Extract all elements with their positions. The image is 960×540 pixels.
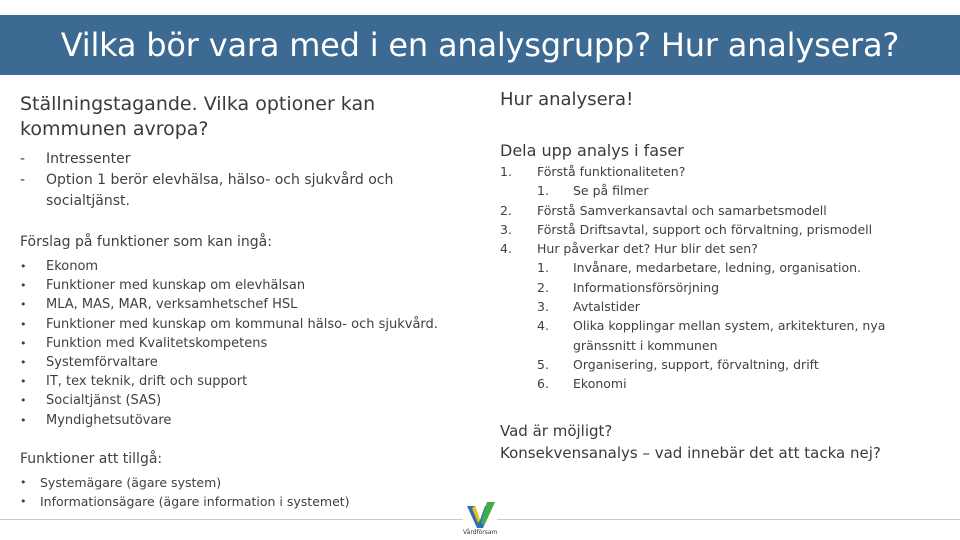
dash-item: - Intressenter xyxy=(20,151,131,167)
left-heading: Ställningstagande. Vilka optioner kan kommunen avropa? xyxy=(20,93,376,140)
phase-heading: Dela upp analys i faser xyxy=(500,141,684,160)
phase-subitem: 4. Olika kopplingar mellan system, arkitekturen, nya gränssnitt i kommunen xyxy=(537,318,886,353)
v-check-logo-icon xyxy=(463,500,497,538)
right-column xyxy=(500,88,950,464)
list-item: • Informationsägare (ägare information i systemet) xyxy=(20,493,350,509)
phase-list xyxy=(500,162,950,394)
list-item: • Systemägare (ägare system) xyxy=(20,474,222,490)
phase-subitem: 1. Se på filmer xyxy=(537,183,649,199)
access-list xyxy=(20,473,460,511)
proposal-list xyxy=(20,257,460,430)
logo-text: Vårdförsam xyxy=(463,529,498,536)
phase-subitem: 3. Avtalstider xyxy=(537,299,640,315)
list-item: • Myndighetsutövare xyxy=(20,412,172,428)
phase-item: 3. Förstå Driftsavtal, support och förvaltning, prismodell xyxy=(500,221,873,237)
right-heading: Hur analysera! xyxy=(500,89,634,110)
list-item: • Socialtjänst (SAS) xyxy=(20,393,162,409)
list-item: • Funktioner med kunskap om kommunal hälso- och sjukvård. xyxy=(20,316,438,332)
list-item: • Funktioner med kunskap om elevhälsan xyxy=(20,278,306,294)
possible-question: Vad är möjligt? xyxy=(500,421,613,440)
phase-subitem: 5. Organisering, support, förvaltning, drift xyxy=(537,356,819,372)
list-item: • Funktion med Kvalitetskompetens xyxy=(20,335,268,351)
dash-item: - Option 1 berör elevhälsa, hälso- och sjukvård och socialtjänst. xyxy=(20,172,394,209)
phase-item: 2. Förstå Samverkansavtal och samarbetsmodell xyxy=(500,202,827,218)
left-column xyxy=(20,92,460,511)
list-item: • Systemförvaltare xyxy=(20,355,158,371)
dash-list xyxy=(20,149,460,212)
phase-item: 4. Hur påverkar det? Hur blir det sen? 1. Invånare, medarbetare, ledning, organisation. 2. Informationsförsörjning 3. Avtalstider 4. Olika kopplingar mellan system, arkitekturen, nya gränssnitt i kommunen 5. Organisering, support, förvaltning, drift 6. Ekonomi xyxy=(500,239,950,393)
phase-subitem: 1. Invånare, medarbetare, ledning, organisation. xyxy=(537,260,861,276)
list-item: • Ekonom xyxy=(20,259,99,274)
title-bar xyxy=(0,15,960,75)
phase-item: 1. Förstå funktionaliteten? 1. Se på filmer xyxy=(500,162,950,201)
proposal-heading: Förslag på funktioner som kan ingå: xyxy=(20,234,272,250)
logo-mark xyxy=(463,500,497,530)
list-item: • IT, tex teknik, drift och support xyxy=(20,374,248,390)
phase-subitem: 2. Informationsförsörjning xyxy=(537,279,720,295)
page-title: Vilka bör vara med i en analysgrupp? Hur analysera? xyxy=(60,26,900,64)
access-heading: Funktioner att tillgå: xyxy=(20,450,163,467)
consequence-text: Konsekvensanalys – vad innebär det att tacka nej? xyxy=(500,443,881,462)
phase-subitem: 6. Ekonomi xyxy=(537,376,627,392)
list-item: • MLA, MAS, MAR, verksamhetschef HSL xyxy=(20,297,298,313)
